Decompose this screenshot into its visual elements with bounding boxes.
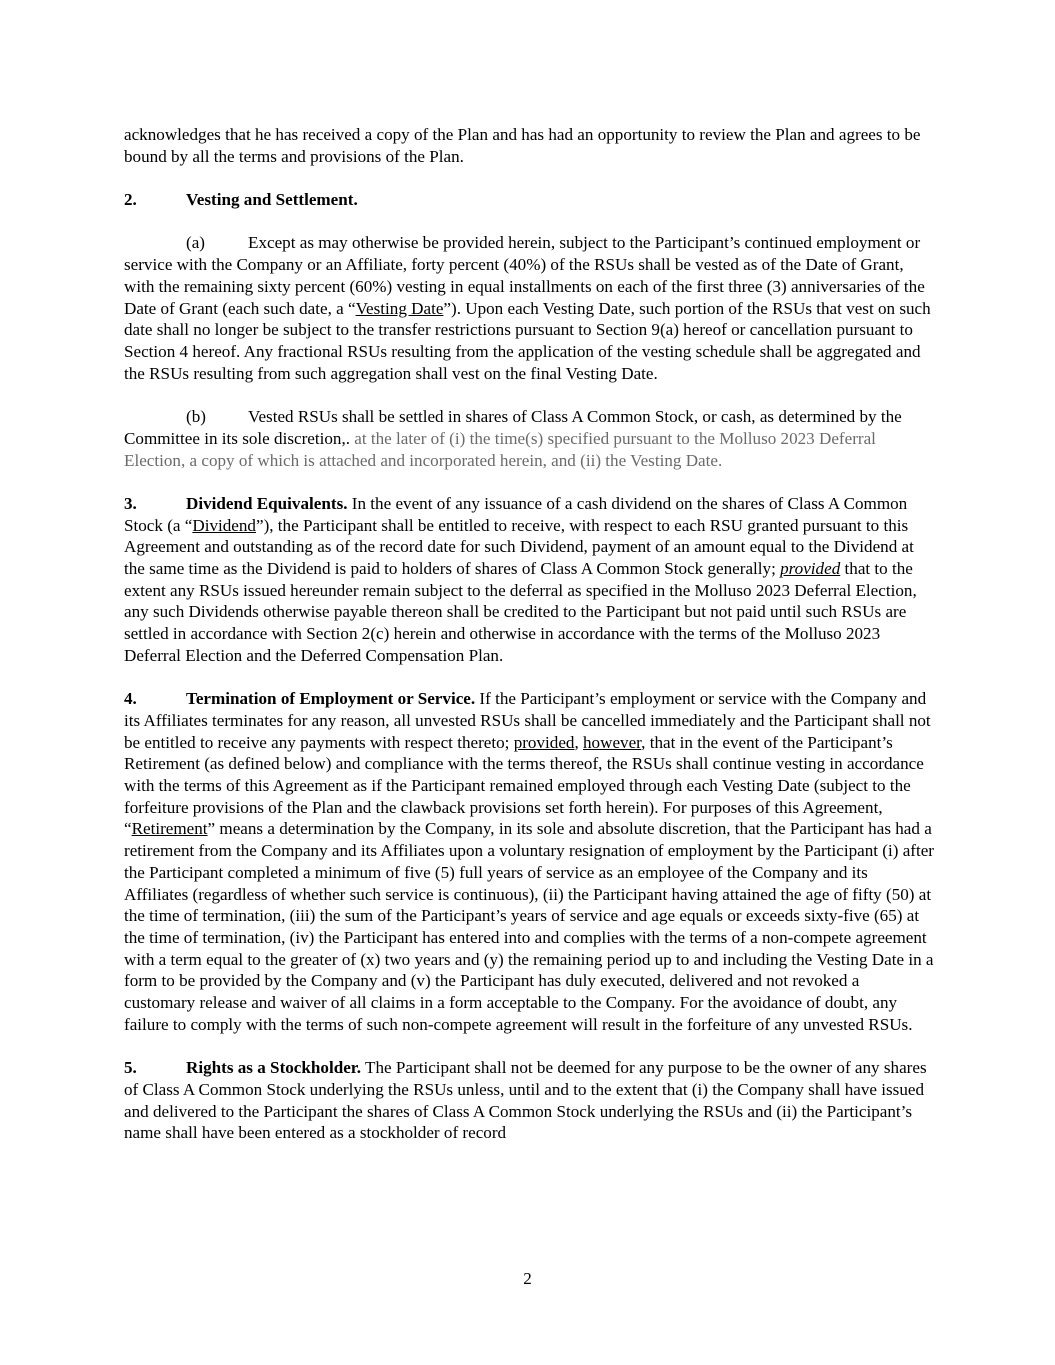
paragraph-text: If the Participant’s employment or service with the Company and its Affiliates terminates for any reason, all unvested RSUs shall be cancelled immediately and the Participant shall not be entitled to receive any payments with respect thereto; xyxy=(124,689,931,752)
defined-term: Retirement xyxy=(131,819,208,839)
defined-term: Vesting Date xyxy=(355,298,444,318)
paragraph-text: The Participant shall not be deemed for any purpose to be the owner of any shares of Class A Common Stock underlying the RSUs unless, until and to the extent that (i) the Company shall have issued and delivered to the Participant the shares of Class A Common Stock underlying the RSUs and (ii) the Participant’s name shall have been entered as a stockholder of record xyxy=(124,1058,927,1143)
section-title: Dividend Equivalents. xyxy=(186,493,348,513)
paragraph-text: ”). Upon each Vesting Date, such portion of the RSUs that vest on such date shall no longer be subject to the transfer restrictions pursuant to Section 9(a) hereof or cancellation pursuant to Section 4 hereof. Any fractional RSUs resulting from the application of the vesting schedule shall be aggregated and the RSUs resulting from such aggregation shall vest on the final Vesting Date. xyxy=(124,298,931,383)
defined-term: however xyxy=(583,732,642,752)
section-2b-paragraph xyxy=(124,406,934,471)
paragraph-text: ”), the Participant shall be entitled to receive, with respect to each RSU granted pursuant to this Agreement and outstanding as of the record date for such Dividend, payment of an amount equal to the Dividend at the same time as the Dividend is paid to holders of shares of Class A Common Stock generally; xyxy=(124,515,914,578)
subsection-label: (a) xyxy=(186,233,205,253)
section-number: 5. xyxy=(124,1058,137,1078)
section-number: 4. xyxy=(124,689,137,709)
section-2-heading xyxy=(124,189,934,211)
paragraph-text: ” means a determination by the Company, in its sole and absolute discretion, that the Participant has had a retirement from the Company and its Affiliates upon a voluntary resignation of employment by the Participant (i) after the Participant completed a minimum of five (5) full years of service as an employee of the Company and its Affiliates (regardless of whether such service is continuous), (ii) the Participant having attained the age of fifty (50) at the time of termination, (iii) the sum of the Participant’s years of service and age equals or exceeds sixty-five (65) at the time of termination, (iv) the Participant has entered into and complies with the terms of a non-compete agreement with a term equal to the greater of (x) two years and (y) the remaining period up to and including the Vesting Date in a form to be provided by the Company and (v) the Participant has duly executed, delivered and not revoked a customary release and waiver of all claims in a form acceptable to the Company. For the avoidance of doubt, any failure to comply with the terms of such non-compete agreement will result in the forfeiture of any unvested RSUs. xyxy=(124,819,934,1034)
section-3-paragraph xyxy=(124,493,934,667)
paragraph-text: Except as may otherwise be provided herein, subject to the Participant’s continued employment or service with the Company or an Affiliate, forty percent (40%) of the RSUs shall be vested as of the Date of Grant, with the remaining sixty percent (60%) vesting in equal installments on each of the first three (3) anniversaries of the Date of Grant (each such date, a “ xyxy=(124,233,925,318)
paragraph-text: , that in the event of the Participant’s Retirement (as defined below) and compliance with the terms thereof, the RSUs shall continue vesting in accordance with the terms of this Agreement as if the Participant remained employed through each Vesting Date (subject to the forfeiture provisions of the Plan and the clawback provisions set forth herein). For purposes of this Agreement, “ xyxy=(124,732,924,839)
section-title: Rights as a Stockholder. xyxy=(186,1058,362,1078)
paragraph-text: that to the extent any RSUs issued hereunder remain subject to the deferral as specified in the Molluso 2023 Deferral Election, any such Dividends otherwise payable thereon shall be credited to the Participant but not paid until such RSUs are settled in accordance with Section 2(c) herein and otherwise in accordance with the terms of the Molluso 2023 Deferral Election and the Deferred Compensation Plan. xyxy=(124,559,917,665)
paragraph-text: In the event of any issuance of a cash dividend on the shares of Class A Common Stock (a “ xyxy=(124,493,908,535)
defined-term: provided xyxy=(513,732,575,752)
intro-paragraph: acknowledges that he has received a copy of the Plan and has had an opportunity to review the Plan and agrees to be bound by all the terms and provisions of the Plan. xyxy=(124,125,921,166)
section-number: 3. xyxy=(124,493,137,513)
section-4-paragraph xyxy=(124,688,934,1035)
section-2a-paragraph xyxy=(124,232,934,384)
defined-term-italic: provided xyxy=(780,559,841,578)
gray-tracked-text: at the later of (i) the time(s) specified pursuant to the Molluso 2023 Deferral Election, a copy of which is attached and incorporated herein, and (ii) the Vesting Date. xyxy=(124,428,876,470)
section-title: Termination of Employment or Service. xyxy=(186,689,476,709)
section-5-paragraph xyxy=(124,1057,934,1144)
page-number: 2 xyxy=(523,1269,532,1288)
paragraph-text: , xyxy=(574,732,583,752)
defined-term: Dividend xyxy=(192,515,256,535)
paragraph-text: Vested RSUs shall be settled in shares of Class A Common Stock, or cash, as determined by the Committee in its sole discretion,. xyxy=(124,407,902,448)
section-number: 2. xyxy=(124,190,137,210)
document-page xyxy=(124,124,934,1166)
section-title: Vesting and Settlement. xyxy=(186,190,358,210)
subsection-label: (b) xyxy=(186,407,206,427)
